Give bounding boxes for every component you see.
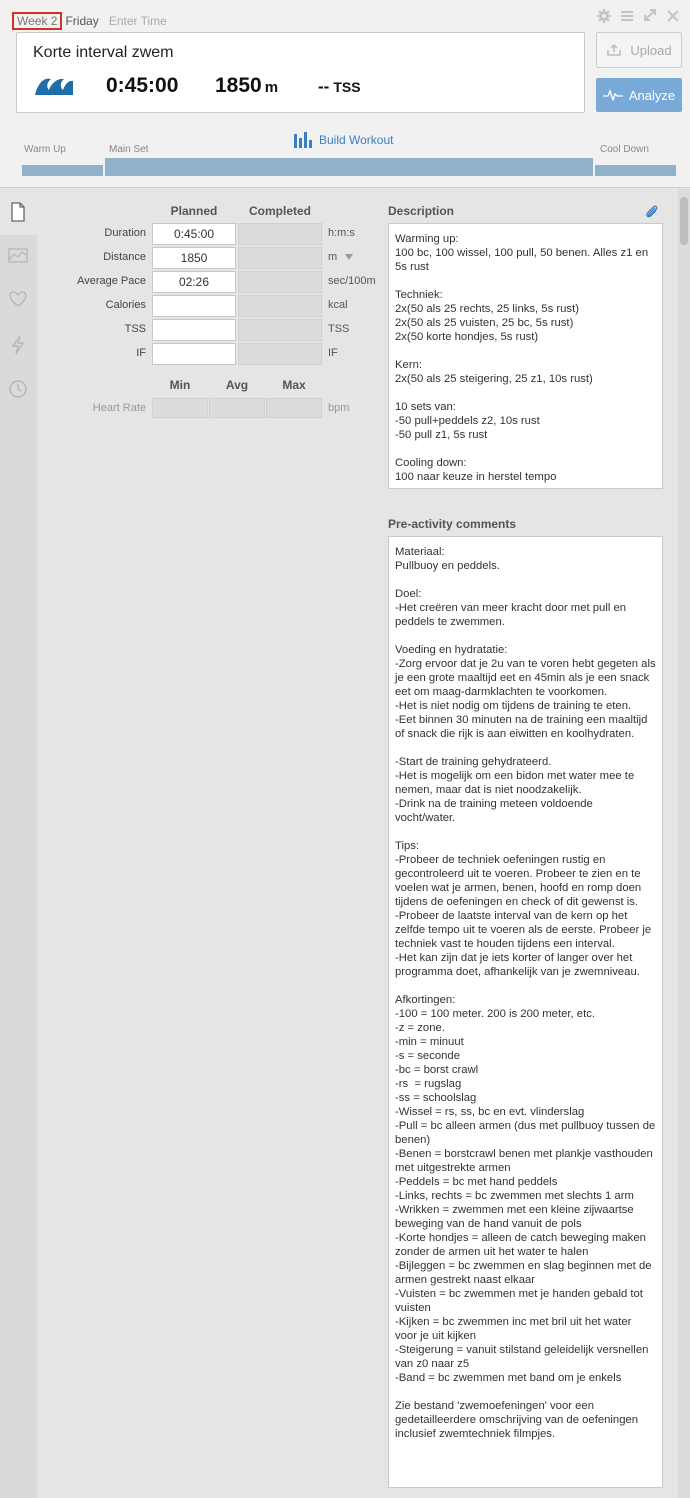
scrollbar[interactable] (678, 189, 690, 1498)
comments-text[interactable]: Materiaal: Pullbuoy en peddels. Doel: -Het creëren van meer kracht door met pull en peddels te zwemmen. Voeding en hydratatie: -Zorg ervoor dat je 2u van te voren hebt gegeten als je een grote maaltijd eet en 45min als je een snack eet om maag-darmklachten te voorkomen. -Het is niet nodig om tijdens de training te eten. -Eet binnen 30 minuten na de training een maaltijd of snack die rijk is aan eiwitten en koolhydraten. -Start de training gehydrateerd. -Het is mogelijk om een bidon met water mee te nemen, maar dat is niet noodzakelijk. -Drink na de training meteen voldoende vocht/water. Tips: -Probeer de techniek oefeningen rustig en gecontroleerd uit te voeren. Probeer te zien en te voelen wat je armen, benen, hoofd en romp doen tijdens de oefeningen en check of dit gewenst is. -Probeer de laatste interval van de kern op het zelfde tempo uit te voeren als de eerste. Probeer je techniek vast te houden tijdens een interval. -Het kan zijn dat je iets korter of langer over het programma doet, afhankelijk van je zwemniveau. Afkortingen: -100 = 100 meter. 200 is 200 meter, etc. -z = zone. -min = minuut -s = seconde -bc = borst crawl -rs = rugslag -ss = schoolslag -Wissel = rs, ss, bc en evt. vlinderslag -Pull = bc alleen armen (dus met pullbuoy tussen de benen) -Benen = borstcrawl benen met plankje vasthouden met uitgestrekte armen -Peddels = bc met hand peddels -Links, rechts = bc zwemmen met slechts 1 arm -Wrikken = zwemmen met een kleine zijwaartse beweging van de hand vanuit de pols -Korte hondjes = alleen de catch beweging maken zonder de armen uit het water te halen -Bijleggen = bc zwemmen en slag beginnen met de armen gestrekt naast elkaar -Vuisten = bc zwemmen met je handen gebald tot vuisten -Kijken = bc zwemmen inc met bril uit het water voor je uit kijken -Steigerung = vanuit stilstand geleidelijk versnellen van z0 naar z5 -Band = bc zwemmen met band om je enkels Zie bestand 'zwemoefeningen' voor een gedetailleerdere omschrijving van de oefeningen inclusief zwemtechniek filmpjes. (388, 536, 663, 1488)
upload-label: Upload (630, 42, 672, 58)
hr-avg-header: Avg (225, 378, 249, 392)
description-title: Description (388, 204, 455, 218)
cool-down-segment[interactable] (595, 165, 676, 176)
comments-title: Pre-activity comments (388, 517, 517, 531)
pace-completed-input[interactable] (238, 271, 322, 293)
hr-avg-input[interactable] (209, 398, 265, 418)
main-set-segment[interactable] (105, 158, 593, 176)
planned-header: Planned (170, 204, 218, 218)
tss-unit: TSS (328, 323, 350, 335)
document-icon[interactable] (8, 202, 28, 222)
scrollbar-thumb[interactable] (680, 197, 688, 245)
analyze-label: Analyze (628, 87, 676, 103)
summary-duration: 0:45:00 (106, 74, 179, 97)
gear-icon[interactable] (595, 8, 613, 24)
summary-distance (215, 74, 278, 98)
bar-chart-icon (293, 132, 313, 148)
day-label[interactable]: Friday (65, 14, 99, 28)
pace-unit: sec/100m (328, 275, 376, 287)
breadcrumb (12, 12, 167, 30)
warm-up-segment[interactable] (22, 165, 103, 176)
pace-label: Average Pace (77, 275, 146, 287)
phase-warm-up: Warm Up (24, 144, 66, 155)
swim-icon (33, 73, 75, 97)
heart-rate-unit: bpm (328, 402, 350, 414)
distance-unit-select[interactable] (328, 251, 353, 263)
distance-completed-input[interactable] (238, 247, 322, 269)
summary-distance-unit: m (264, 79, 279, 96)
tss-label: TSS (124, 323, 146, 335)
workout-header (0, 0, 690, 188)
summary-tss (318, 77, 361, 97)
if-unit: IF (328, 347, 338, 359)
upload-button[interactable] (596, 32, 682, 68)
heart-rate-label: Heart Rate (92, 402, 146, 414)
if-completed-input[interactable] (238, 343, 322, 365)
window-controls (595, 8, 682, 24)
distance-unit: m (328, 251, 338, 263)
upload-icon (606, 43, 622, 57)
clock-icon[interactable] (8, 379, 28, 399)
phase-main-set: Main Set (109, 144, 149, 155)
close-icon[interactable] (664, 8, 682, 24)
hr-min-header: Min (169, 378, 191, 392)
description-text[interactable]: Warming up: 100 bc, 100 wissel, 100 pull, 50 benen. Alles z1 en 5s rust Techniek: 2x(50 als 25 rechts, 25 links, 5s rust) 2x(50 als 25 vuisten, 25 bc, 5s rust) 2x(50 korte hondjes, 5s rust) Kern: 2x(50 als 25 steigering, 25 z1, 10s rust) 10 sets van: -50 pull+peddels z2, 10s rust -50 pull z1, 5s rust Cooling down: 100 naar keuze in herstel tempo (388, 223, 663, 489)
tss-planned-input[interactable] (152, 319, 236, 341)
workout-title[interactable]: Korte interval zwem (33, 44, 174, 61)
calories-unit: kcal (328, 299, 348, 311)
build-workout-label: Build Workout (319, 133, 394, 147)
summary-tss-value: -- (318, 77, 330, 96)
paperclip-icon[interactable] (644, 204, 660, 220)
analyze-button[interactable] (596, 78, 682, 112)
enter-time-link[interactable]: Enter Time (108, 14, 167, 28)
duration-label: Duration (104, 227, 146, 239)
tss-completed-input[interactable] (238, 319, 322, 341)
expand-icon[interactable] (641, 8, 659, 24)
calories-planned-input[interactable] (152, 295, 236, 317)
hr-max-input[interactable] (266, 398, 322, 418)
side-rail (0, 189, 37, 1498)
chevron-down-icon (345, 254, 353, 260)
calories-label: Calories (105, 299, 146, 311)
duration-unit: h:m:s (328, 227, 355, 239)
hr-max-header: Max (282, 378, 306, 392)
menu-icon[interactable] (618, 8, 636, 24)
pace-planned-input[interactable]: 02:26 (152, 271, 236, 293)
phase-cool-down: Cool Down (600, 144, 649, 155)
if-label: IF (136, 347, 146, 359)
distance-planned-input[interactable]: 1850 (152, 247, 236, 269)
duration-completed-input[interactable] (238, 223, 322, 245)
week-label[interactable]: Week 2 (12, 12, 62, 30)
if-planned-input[interactable] (152, 343, 236, 365)
hr-min-input[interactable] (152, 398, 208, 418)
summary-tss-unit: TSS (333, 79, 361, 95)
build-workout-button[interactable] (293, 132, 393, 148)
distance-label: Distance (103, 251, 146, 263)
pulse-icon (603, 89, 623, 101)
summary-distance-value: 1850 (215, 74, 262, 97)
calories-completed-input[interactable] (238, 295, 322, 317)
duration-planned-input[interactable]: 0:45:00 (152, 223, 236, 245)
completed-header: Completed (248, 204, 311, 218)
workout-summary (16, 32, 585, 113)
